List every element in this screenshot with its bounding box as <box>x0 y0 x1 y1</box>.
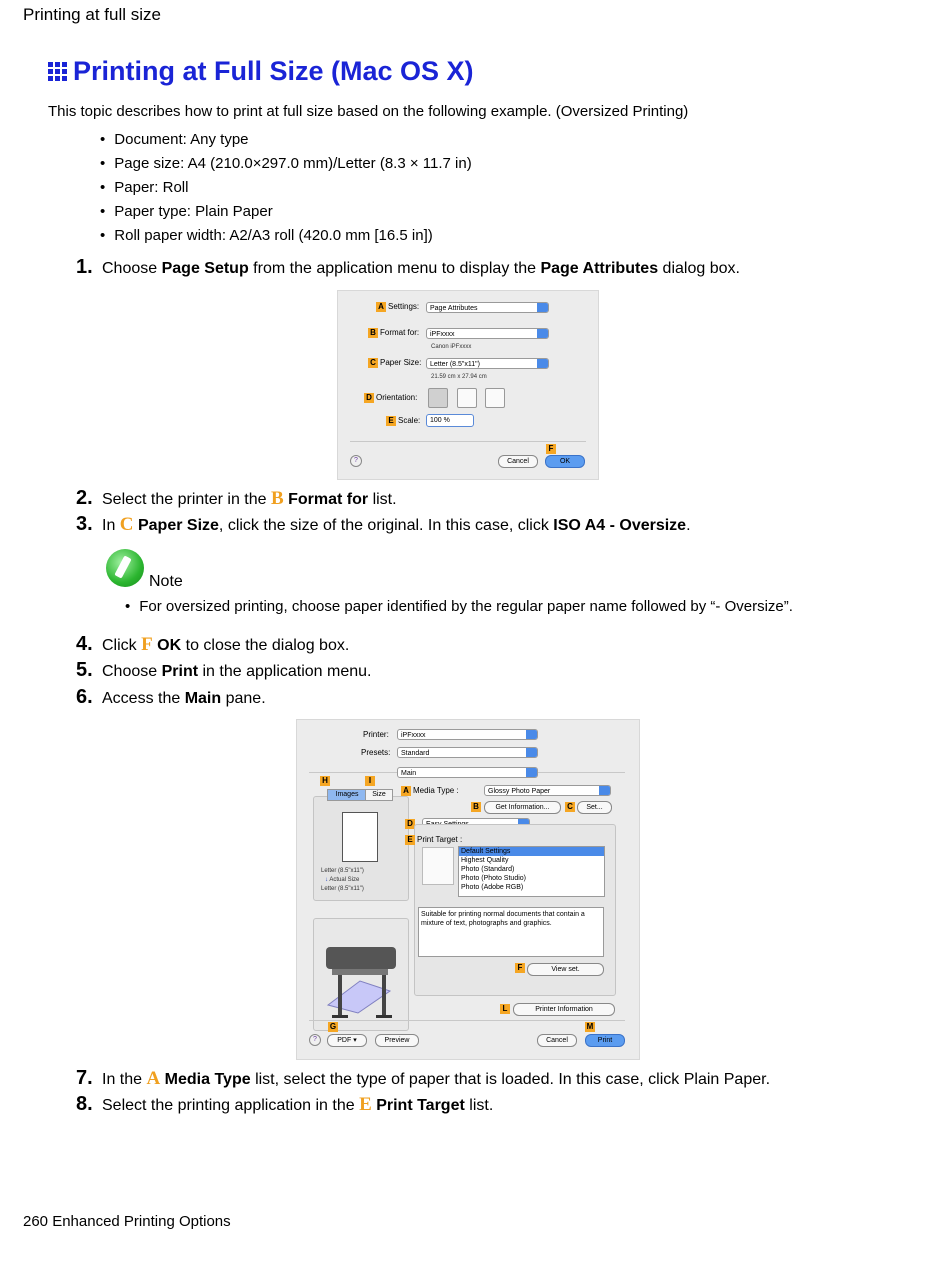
badge: C <box>368 358 378 368</box>
callout-letter: A <box>146 1068 161 1089</box>
step-bold: Paper Size <box>137 517 219 534</box>
popup-value: iPFxxxx <box>430 331 455 338</box>
popup-value: Standard <box>401 750 430 757</box>
list-item: • Paper type: Plain Paper <box>100 202 472 226</box>
label: Format for: <box>380 328 420 337</box>
printer-illustration <box>314 919 408 1030</box>
paper-size-popup[interactable] <box>426 358 549 369</box>
tab-size[interactable]: Size <box>365 789 393 801</box>
badge: L <box>500 1004 510 1014</box>
title-block <box>48 56 474 87</box>
badge: H <box>320 776 330 786</box>
step-number: 7. <box>76 1067 93 1089</box>
popup-arrow-icon <box>526 730 537 739</box>
presets-popup[interactable] <box>397 747 538 758</box>
step-bold: Page Attributes <box>540 260 659 277</box>
badge: A <box>401 786 411 796</box>
popup-value: Letter (8.5"x11") <box>430 361 480 368</box>
step-text: Click <box>102 637 142 654</box>
list-item: • Roll paper width: A2/A3 roll (420.0 mm [16.5 in]) <box>100 226 472 250</box>
list-item: • Page size: A4 (210.0×297.0 mm)/Letter (8.3 × 11.7 in) <box>100 154 472 178</box>
printer-image-panel <box>313 918 409 1031</box>
list-item: • Paper: Roll <box>100 178 472 202</box>
badge-m <box>585 1022 597 1032</box>
badge: B <box>471 802 481 812</box>
running-header: Printing at full size <box>23 5 161 24</box>
step-text: from the application menu to display the <box>248 260 541 277</box>
grid-icon <box>48 62 67 81</box>
page-attributes-dialog-screenshot <box>337 290 599 480</box>
callout-letter: C <box>119 514 134 535</box>
reverse-landscape-orientation-icon[interactable] <box>485 388 505 408</box>
label: Paper Size: <box>380 358 422 367</box>
step-text: pane. <box>221 690 266 707</box>
page-title: Printing at Full Size (Mac OS X) <box>73 56 474 86</box>
list-item: • Document: Any type <box>100 130 472 154</box>
step-text: Choose <box>102 663 162 680</box>
label: Print Target : <box>417 835 463 844</box>
step-7 <box>76 1067 770 1090</box>
settings-label <box>376 302 419 312</box>
pdf-button[interactable]: PDF ▾ <box>327 1034 367 1047</box>
badge-c <box>565 802 577 812</box>
step-bold: OK <box>157 637 182 654</box>
preview-info-1: Letter (8.5"x11") <box>321 868 364 874</box>
set-button[interactable]: Set... <box>577 801 612 814</box>
divider <box>350 441 586 442</box>
step-bold: Media Type <box>164 1071 251 1088</box>
step-number: 4. <box>76 633 93 655</box>
format-subtext: Canon iPFxxxx <box>431 344 472 350</box>
popup-value: Glossy Photo Paper <box>488 788 551 795</box>
step-bold: Format for <box>288 491 369 508</box>
paper-size-subtext: 21.59 cm x 27.94 cm <box>431 374 487 380</box>
badge-b <box>471 802 483 812</box>
badge: D <box>405 819 415 829</box>
step-text: . <box>686 517 691 534</box>
badge: E <box>386 416 396 426</box>
badge: C <box>565 802 575 812</box>
popup-value: Page Attributes <box>430 305 478 312</box>
note-text: • For oversized printing, choose paper identified by the regular paper name followed by “- Oversize”. <box>125 598 793 615</box>
step-text: In the <box>102 1071 147 1088</box>
badge: I <box>365 776 375 786</box>
badge: G <box>329 1022 337 1031</box>
step-text: list, select the type of paper that is loaded. In this case, click Plain Paper. <box>250 1071 771 1088</box>
step-text: Select the printer in the <box>102 491 271 508</box>
label: Media Type : <box>413 786 459 795</box>
step-4 <box>76 633 349 656</box>
printer-label: Printer: <box>363 730 389 739</box>
step-text: dialog box. <box>658 260 740 277</box>
badge: E <box>405 835 415 845</box>
note-pencil-icon <box>106 549 144 587</box>
format-label <box>368 328 419 338</box>
list-item[interactable]: Photo (Photo Studio) <box>461 875 526 882</box>
step-number: 2. <box>76 487 93 509</box>
step-text: In <box>102 517 120 534</box>
label: Scale: <box>398 416 421 425</box>
page-preview-image <box>342 812 378 862</box>
preview-button[interactable]: Preview <box>375 1034 419 1047</box>
badge: F <box>515 963 525 973</box>
badge-l <box>500 1004 512 1014</box>
tab-images[interactable]: Images <box>327 789 367 801</box>
printer-information-button[interactable]: Printer Information <box>513 1003 615 1016</box>
note-label: Note <box>149 573 183 590</box>
scale-input[interactable]: 100 % <box>426 414 474 427</box>
callout-letter: F <box>141 634 153 655</box>
scale-label <box>386 416 420 426</box>
step-bold: ISO A4 - Oversize <box>553 517 687 534</box>
description-box: Suitable for printing normal documents that contain a mixture of text, photographs and graphics. <box>418 907 604 957</box>
list-item[interactable]: Highest Quality <box>461 857 509 864</box>
step-text: , click the size of the original. In this case, click <box>218 517 554 534</box>
popup-arrow-icon <box>526 768 537 777</box>
media-type-label <box>401 786 459 796</box>
badge-g <box>328 1022 340 1032</box>
landscape-orientation-icon[interactable] <box>457 388 477 408</box>
print-dialog-screenshot <box>296 719 640 1060</box>
help-icon[interactable]: ? <box>309 1034 321 1046</box>
print-target-list[interactable] <box>458 846 605 897</box>
list-item[interactable]: Default Settings <box>459 847 604 856</box>
badge: F <box>546 444 556 454</box>
ok-button[interactable]: OK <box>545 455 585 468</box>
list-item[interactable]: Photo (Adobe RGB) <box>461 884 524 891</box>
ok-badge <box>546 444 558 454</box>
step-bold: Print Target <box>376 1097 465 1114</box>
popup-arrow-icon <box>526 748 537 757</box>
step-text: Select the printing application in the <box>102 1097 360 1114</box>
printer-popup[interactable] <box>397 729 538 740</box>
step-text: Choose <box>102 260 162 277</box>
step-number: 8. <box>76 1093 93 1115</box>
format-popup[interactable] <box>426 328 549 339</box>
badge-i <box>365 776 377 786</box>
preview-info-text: Actual Size <box>329 877 360 883</box>
step-2 <box>76 487 397 510</box>
popup-arrow-icon <box>537 359 548 368</box>
step-3 <box>76 513 691 536</box>
popup-value: Main <box>401 770 417 777</box>
popup-arrow-icon <box>537 329 548 338</box>
cancel-button[interactable]: Cancel <box>537 1034 577 1047</box>
step-number: 5. <box>76 659 93 681</box>
step-number: 6. <box>76 686 93 708</box>
step-number: 3. <box>76 513 93 535</box>
callout-letter: B <box>270 488 284 509</box>
settings-popup[interactable] <box>426 302 549 313</box>
orientation-label <box>364 393 417 403</box>
view-set-button[interactable]: View set. <box>527 963 604 976</box>
label: Orientation: <box>376 393 418 402</box>
badge: B <box>368 328 378 338</box>
presets-label: Presets: <box>361 748 391 757</box>
arrow-down-icon: ↓ <box>325 877 328 883</box>
print-target-icon <box>422 847 454 885</box>
print-target-label <box>405 835 462 845</box>
callout-letter: E <box>359 1094 372 1115</box>
preview-info-3: Letter (8.5"x11") <box>321 886 364 892</box>
step-text: to close the dialog box. <box>181 637 350 654</box>
step-text: list. <box>368 491 397 508</box>
intro-text: This topic describes how to print at full size based on the following example. (Oversized Printing) <box>48 103 689 120</box>
portrait-orientation-icon[interactable] <box>428 388 448 408</box>
step-text: in the application menu. <box>198 663 372 680</box>
badge: M <box>586 1022 594 1031</box>
list-item[interactable]: Photo (Standard) <box>461 866 515 873</box>
help-icon[interactable]: ? <box>350 455 362 467</box>
page-footer: 260 Enhanced Printing Options <box>23 1213 231 1230</box>
pane-popup[interactable] <box>397 767 538 778</box>
step-1 <box>76 256 740 279</box>
step-6 <box>76 686 266 709</box>
get-information-button[interactable]: Get Information... <box>484 801 561 814</box>
badge: A <box>376 302 386 312</box>
popup-value: iPFxxxx <box>401 732 426 739</box>
popup-arrow-icon <box>599 786 610 795</box>
step-8 <box>76 1093 493 1116</box>
preview-info-2 <box>325 877 359 883</box>
step-text: list. <box>464 1097 494 1114</box>
paper-size-label <box>368 358 421 368</box>
badge-h <box>320 776 332 786</box>
badge: D <box>364 393 374 403</box>
divider <box>309 1020 625 1021</box>
step-bold: Main <box>184 690 222 707</box>
media-type-popup[interactable] <box>484 785 611 796</box>
step-bold: Print <box>161 663 199 680</box>
step-bold: Page Setup <box>161 260 249 277</box>
popup-arrow-icon <box>537 303 548 312</box>
badge-f <box>515 963 527 973</box>
step-5 <box>76 659 372 682</box>
step-number: 1. <box>76 256 93 278</box>
step-text: Access the <box>102 690 185 707</box>
label: Settings: <box>388 302 420 311</box>
cancel-button[interactable]: Cancel <box>498 455 538 468</box>
print-button[interactable]: Print <box>585 1034 625 1047</box>
condition-list <box>100 130 472 250</box>
